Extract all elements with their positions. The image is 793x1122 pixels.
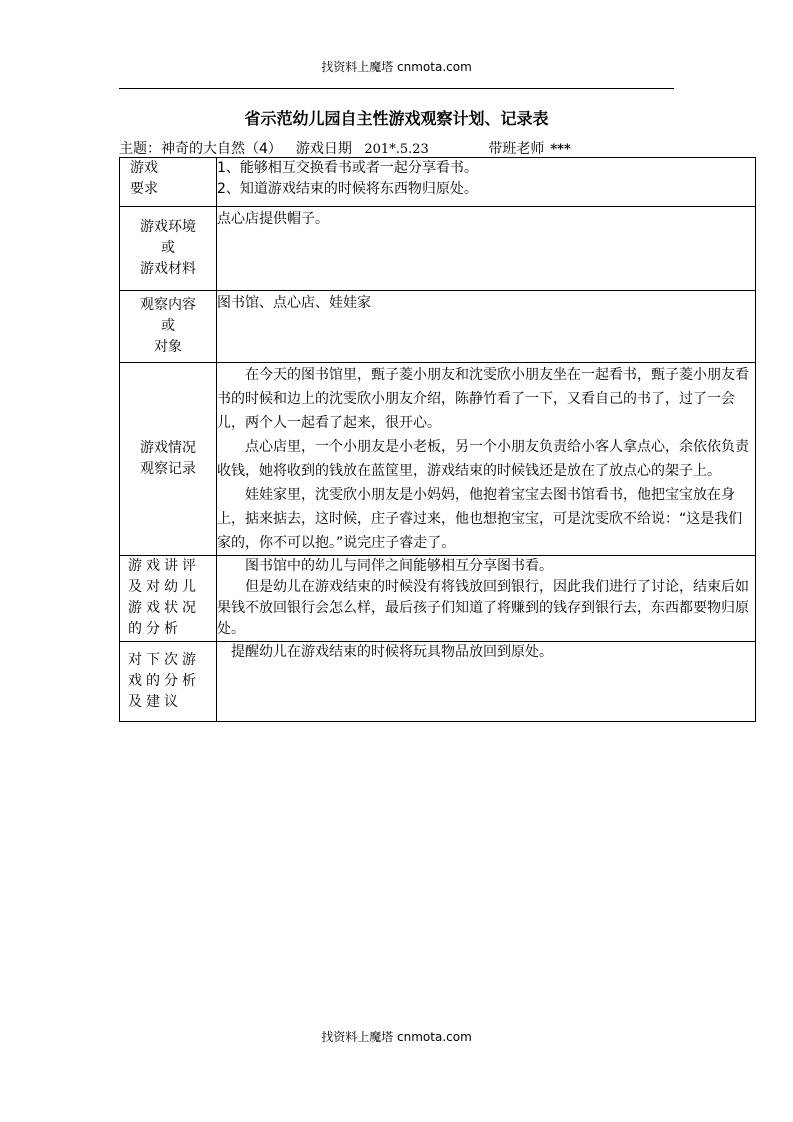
row-label: 游戏 要求 — [120, 158, 217, 207]
theme-label: 主题：神奇的大自然（4） — [119, 141, 282, 157]
header-rule — [119, 88, 674, 89]
row-label: 观察内容 或 对象 — [120, 291, 217, 363]
teacher-label: 带班老师 — [488, 141, 545, 157]
row-label: 游戏情况 观察记录 — [120, 363, 217, 556]
row-content: 1、能够相互交换看书或者一起分享看书。 2、知道游戏结束的时候将东西物归原处。 — [217, 158, 756, 207]
row-content: 图书馆中的幼儿与同伴之间能够相互分享图书看。 但是幼儿在游戏结束的时候没有将钱放回到银行，因此我们进行了讨论，结束后如果钱不放回银行会怎么样，最后孩子们知道了将赚到的钱存到银行去，东西都要物归原处。 — [217, 556, 756, 642]
row-content: 在今天的图书馆里，甄子菱小朋友和沈雯欣小朋友坐在一起看书，甄子菱小朋友看书的时候和边上的沈雯欣小朋友介绍，陈静竹看了一下，又看自己的书了，过了一会儿，两个人一起看了起来，很开心。 点心店里，一个小朋友是小老板，另一个小朋友负责给小客人拿点心，余依依负责收钱，她将收到的钱放在蓝筐里，游戏结束的时候钱还是放在了放点心的架子上。 娃娃家里，沈雯欣小朋友是小妈妈，他抱着宝宝去图书馆看书，他把宝宝放在身上，掂来掂去，这时候，庄子睿过来，他也想抱宝宝，可是沈雯欣不给说：“这是我们家的，你不可以抱。”说完庄子睿走了。 — [217, 363, 756, 556]
row-content: 图书馆、点心店、娃娃家 — [217, 291, 756, 363]
row-label: 游戏讲评 及对幼儿 游戏状况 的分析 — [120, 556, 217, 642]
row-content: 点心店提供帽子。 — [217, 207, 756, 291]
row-label: 对下次游 戏的分析 及建议 — [120, 642, 217, 722]
table-row — [120, 363, 756, 556]
date-value: 201*.5.23 — [356, 142, 450, 158]
header-watermark: 找资料上魔塔 cnmota.com — [321, 60, 472, 74]
row-label: 游戏环境 或 游戏材料 — [120, 207, 217, 291]
observation-table — [119, 157, 756, 722]
table-row — [120, 291, 756, 363]
teacher-value: *** — [544, 142, 600, 158]
date-label: 游戏日期 — [295, 141, 352, 157]
footer-watermark: 找资料上魔塔 cnmota.com — [321, 1030, 472, 1044]
table-row — [120, 556, 756, 642]
row-content: 提醒幼儿在游戏结束的时候将玩具物品放回到原处。 — [217, 642, 756, 722]
table-row — [120, 158, 756, 207]
table-row — [120, 642, 756, 722]
table-row — [120, 207, 756, 291]
page-title: 省示范幼儿园自主性游戏观察计划、记录表 — [244, 109, 549, 128]
meta-line — [119, 138, 679, 158]
